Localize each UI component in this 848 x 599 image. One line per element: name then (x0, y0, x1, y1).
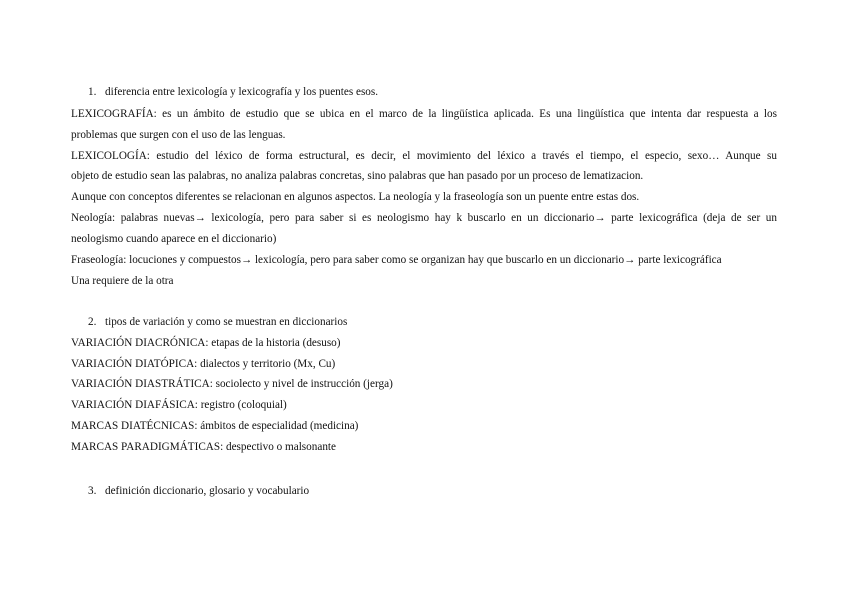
paragraph-line: Aunque con conceptos diferentes se relacionan en algunos aspectos. La neología y la fraseología son un puente entre estas dos. (71, 191, 640, 203)
variation-line: VARIACIÓN DIAFÁSICA: registro (coloquial) (71, 399, 287, 411)
paragraph-line: Una requiere de la otra (71, 275, 174, 287)
list-item-3 (88, 484, 309, 498)
list-number: 1. (88, 86, 97, 98)
list-number: 2. (88, 316, 97, 328)
list-heading: diferencia entre lexicología y lexicografía y los puentes esos. (105, 86, 379, 98)
paragraph-line: Fraseología: locuciones y compuestos→ lexicología, pero para saber como se organizan hay que buscarlo en un diccionario→ parte lexicográfica (71, 254, 722, 266)
variation-line: VARIACIÓN DIASTRÁTICA: sociolecto y nivel de instrucción (jerga) (71, 378, 393, 390)
list-heading: tipos de variación y como se muestran en diccionarios (105, 316, 348, 328)
paragraph-line: LEXICOLOGÍA: estudio del léxico de forma estructural, es decir, el movimiento del léxico a través el tiempo, el especio, sexo… Aunque su (71, 150, 777, 162)
variation-line: MARCAS DIATÉCNICAS: ámbitos de especialidad (medicina) (71, 420, 359, 432)
list-item-2 (88, 315, 347, 329)
variation-line: VARIACIÓN DIATÓPICA: dialectos y territorio (Mx, Cu) (71, 358, 336, 370)
paragraph-line: LEXICOGRAFÍA: es un ámbito de estudio que se ubica en el marco de la lingüística aplicada. Es una lingüística que intenta dar respuesta a los (71, 108, 777, 120)
paragraph-line: neologismo cuando aparece en el diccionario) (71, 233, 277, 245)
variation-line: MARCAS PARADIGMÁTICAS: despectivo o malsonante (71, 441, 336, 453)
list-heading: definición diccionario, glosario y vocabulario (105, 485, 310, 497)
paragraph-line: problemas que surgen con el uso de las lenguas. (71, 129, 286, 141)
variation-line: VARIACIÓN DIACRÓNICA: etapas de la historia (desuso) (71, 337, 341, 349)
list-item-1 (88, 85, 378, 99)
paragraph-line: Neología: palabras nuevas→ lexicología, pero para saber si es neologismo hay k buscarlo en un diccionario→ parte lexicográfica (deja de ser un (71, 212, 777, 224)
paragraph-line: objeto de estudio sean las palabras, no analiza palabras concretas, sino palabras que han pasado por un proceso de lematizacion. (71, 170, 644, 182)
list-number: 3. (88, 485, 97, 497)
